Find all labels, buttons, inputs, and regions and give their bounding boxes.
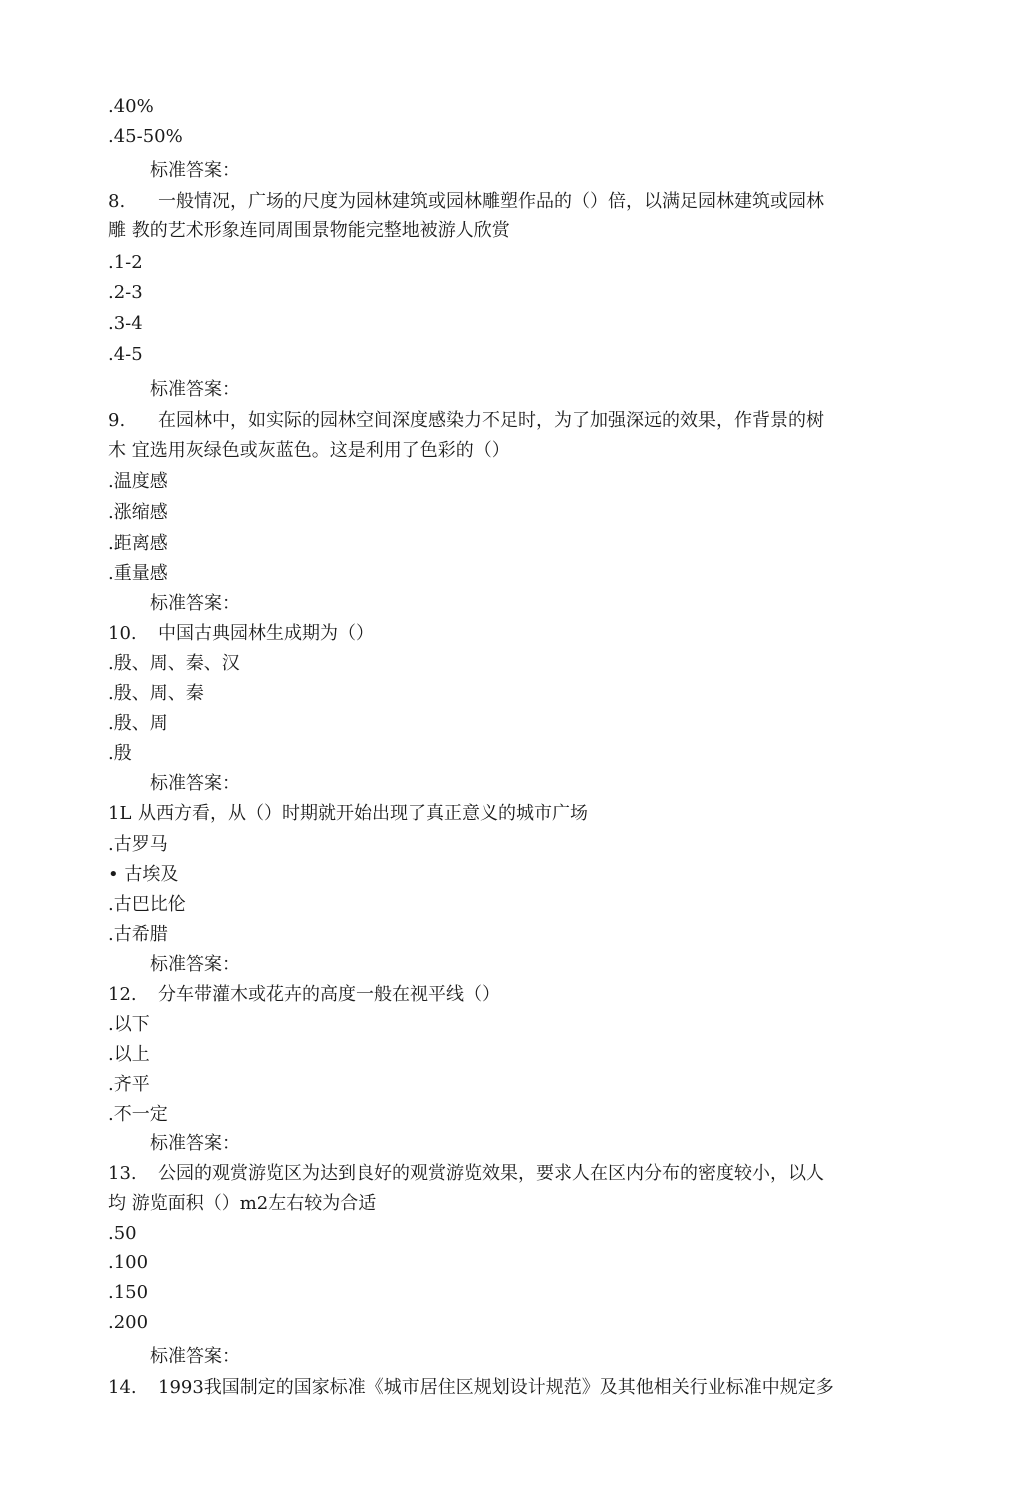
question-text: 从西方看，从（）时期就开始出现了真正意义的城市广场 [138,803,588,824]
question-number: 10. [108,623,137,644]
answer-label: 标准答案： [150,160,240,181]
question-text: 公园的观赏游览区为达到良好的观赏游览效果，要求人在区内分布的密度较小，以人 [158,1163,824,1184]
question-12 [108,983,500,1007]
question-13 [108,1162,824,1186]
question-text: 一般情况，广场的尺度为园林建筑或园林雕塑作品的（）倍，以满足园林建筑或园林 [158,191,824,212]
question-text: 1993我国制定的国家标准《城市居住区规划设计规范》及其他相关行业标准中规定多 [158,1377,834,1398]
question-number: 9. [108,410,126,431]
question-9 [108,409,824,433]
answer-label: 标准答案： [150,593,240,614]
question-text: 分车带灌木或花卉的高度一般在视平线（） [158,984,500,1005]
option-line: .以下 [108,1014,150,1035]
option-line: .50 [108,1223,137,1244]
question-text-continued: 木 宜选用灰绿色或灰蓝色。这是利用了色彩的（） [108,440,510,461]
question-14 [108,1376,834,1400]
option-line: .距离感 [108,533,168,554]
question-11 [108,802,588,826]
option-line: .不一定 [108,1104,168,1125]
option-line: .40% [108,96,154,117]
option-line: .重量感 [108,563,168,584]
option-line: .温度感 [108,471,168,492]
option-line: .150 [108,1282,149,1303]
answer-label: 标准答案： [150,1133,240,1154]
option-line: • 古埃及 [108,864,179,885]
option-line: .涨缩感 [108,502,168,523]
option-line: .古罗马 [108,834,168,855]
question-number: 14. [108,1377,137,1398]
answer-label: 标准答案： [150,379,240,400]
option-line: .殷、周 [108,713,168,734]
option-line: .古巴比伦 [108,894,186,915]
option-line: .200 [108,1312,149,1333]
answer-label: 标准答案： [150,954,240,975]
option-line: .2-3 [108,282,143,303]
option-line: .殷 [108,743,132,764]
option-line: .古希腊 [108,924,168,945]
question-text: 在园林中，如实际的园林空间深度感染力不足时，为了加强深远的效果，作背景的树 [158,410,824,431]
option-line: .齐平 [108,1074,150,1095]
question-text-continued: 雕 教的艺术形象连同周围景物能完整地被游人欣赏 [108,220,510,241]
option-line: .45-50% [108,126,183,147]
option-line: .殷、周、秦 [108,683,204,704]
question-number: 13. [108,1163,137,1184]
question-10 [108,622,374,646]
answer-label: 标准答案： [150,1346,240,1367]
question-text: 中国古典园林生成期为（） [158,623,374,644]
question-8 [108,190,824,214]
option-line: .4-5 [108,344,143,365]
option-line: .殷、周、秦、汉 [108,653,240,674]
question-number: 12. [108,984,137,1005]
question-text-continued: 均 游览面积（）m2左右较为合适 [108,1193,377,1214]
answer-label: 标准答案： [150,773,240,794]
option-line: .以上 [108,1044,150,1065]
option-line: .1-2 [108,252,143,273]
question-number: 1L [108,803,132,824]
option-line: .3-4 [108,313,143,334]
option-line: .100 [108,1252,149,1273]
question-number: 8. [108,191,126,212]
